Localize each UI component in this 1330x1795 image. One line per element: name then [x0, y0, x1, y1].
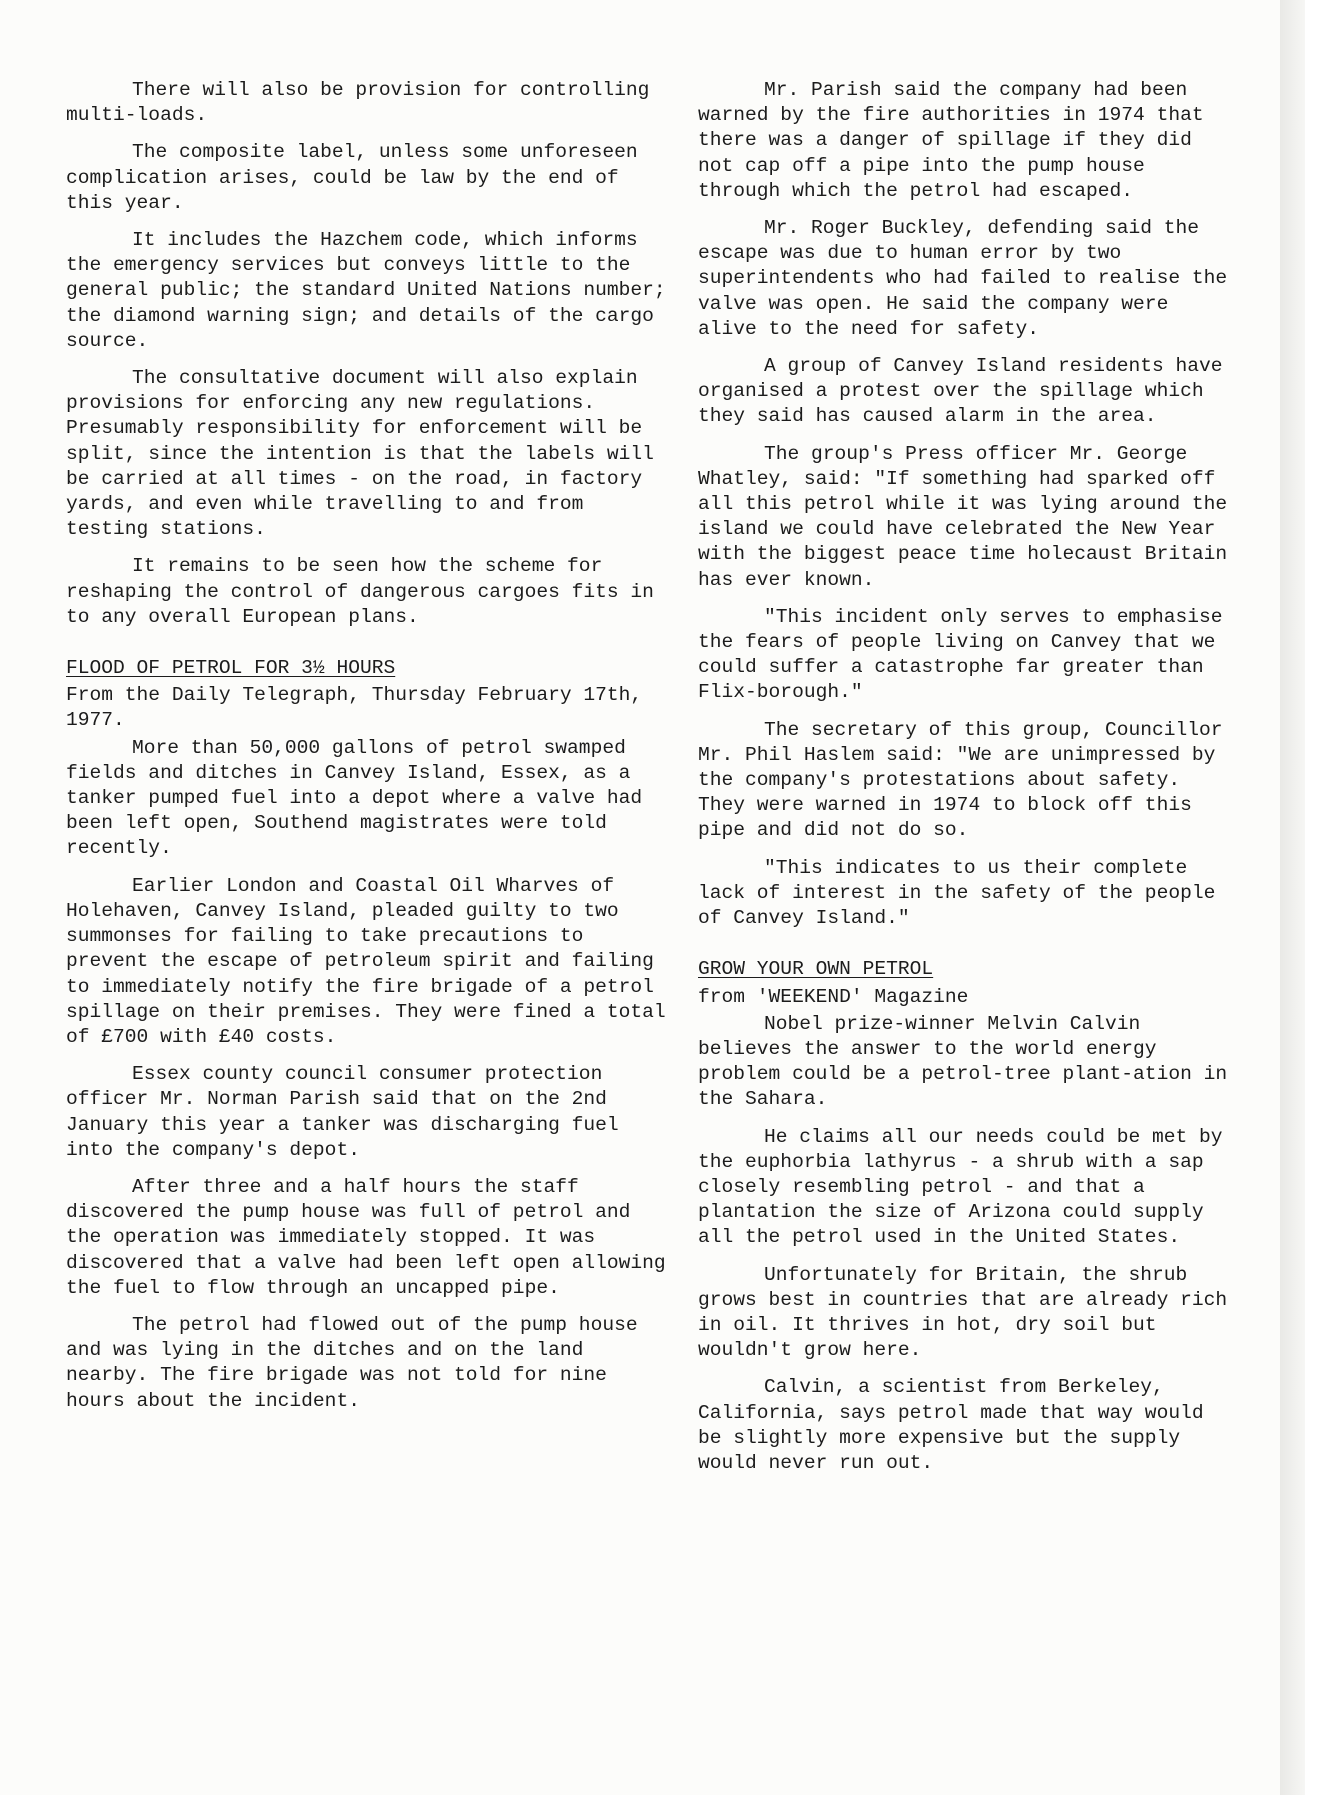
- paragraph: "This incident only serves to emphasise the fears of people living on Canvey that we could suffer a catastrophe far greater than Flix-borough.": [698, 605, 1223, 704]
- grow-article-source: from 'WEEKEND' Magazine: [698, 985, 969, 1008]
- paragraph: After three and a half hours the staff discovered the pump house was full of petrol and the operation was immediately stopped. It was discovered that a valve had been left open allowing the fuel to flow through an uncapped pipe.: [66, 1175, 666, 1299]
- paragraph: More than 50,000 gallons of petrol swamped fields and ditches in Canvey Island, Essex, as a tanker pumped fuel into a depot where a valve had been left open, Southend magistrates were told recently.: [66, 736, 643, 860]
- left-column: [66, 78, 666, 1426]
- paragraph: There will also be provision for controlling multi-loads.: [66, 79, 650, 127]
- paragraph: The group's Press officer Mr. George Whatley, said: "If something had sparked off all this petrol while it was lying around the island we could have celebrated the New Year with the biggest peace time holecaust Britain has ever known.: [698, 442, 1228, 591]
- right-column: [698, 78, 1238, 1488]
- paragraph: The consultative document will also explain provisions for enforcing any new regulations. Presumably responsibility for enforcement will be split, since the intention is that the labels will be carried at all times - on the road, in factory yards, and even while travelling to and from testing stations.: [66, 367, 654, 541]
- paragraph: Essex county council consumer protection officer Mr. Norman Parish said that on the 2nd January this year a tanker was discharging fuel into the company's depot.: [66, 1063, 619, 1161]
- paragraph: Earlier London and Coastal Oil Wharves of Holehaven, Canvey Island, pleaded guilty to two summonses for failing to take precautions to prevent the escape of petroleum spirit and failing to immediately notify the fire brigade of a petrol spillage on their premises. They were fined a total of £700 with £40 costs.: [66, 874, 666, 1048]
- paragraph: He claims all our needs could be met by the euphorbia lathyrus - a shrub with a sap closely resembling petrol - and that a plantation the size of Arizona could supply all the petrol used in the United States.: [698, 1125, 1223, 1249]
- paragraph: A group of Canvey Island residents have organised a protest over the spillage which they said has caused alarm in the area.: [698, 355, 1223, 428]
- paragraph: The composite label, unless some unforeseen complication arises, could be law by the end of this year.: [66, 141, 638, 214]
- paragraph: The petrol had flowed out of the pump house and was lying in the ditches and on the land nearby. The fire brigade was not told for nine hours about the incident.: [66, 1313, 638, 1412]
- paragraph: Mr. Parish said the company had been warned by the fire authorities in 1974 that there was a danger of spillage if they did not cap off a pipe into the pump house through which the petrol had escaped.: [698, 79, 1204, 202]
- paragraph: Mr. Roger Buckley, defending said the escape was due to human error by two superintendents who had failed to realise the valve was open. He said the company were alive to the need for safety.: [698, 217, 1228, 340]
- flood-article-source: From the Daily Telegraph, Thursday February 17th, 1977.: [66, 684, 643, 732]
- flood-article-heading: FLOOD OF PETROL FOR 3½ HOURS: [66, 657, 396, 680]
- paragraph: Nobel prize-winner Melvin Calvin believes the answer to the world energy problem could be a petrol-tree plant-ation in the Sahara.: [698, 1012, 1228, 1111]
- page-edge: [1280, 0, 1305, 1795]
- grow-article-heading: GROW YOUR OWN PETROL: [698, 958, 934, 981]
- paragraph: The secretary of this group, Councillor Mr. Phil Haslem said: "We are unimpressed by the company's protestations about safety. They were warned in 1974 to block off this pipe and did not do so.: [698, 718, 1223, 842]
- paragraph: Unfortunately for Britain, the shrub grows best in countries that are already rich in oil. It thrives in hot, dry soil but wouldn't grow here.: [698, 1263, 1228, 1362]
- paragraph: Calvin, a scientist from Berkeley, California, says petrol made that way would be slightly more expensive but the supply would never run out.: [698, 1376, 1204, 1474]
- paragraph: "This indicates to us their complete lack of interest in the safety of the people of Canvey Island.": [698, 856, 1216, 930]
- paragraph: It remains to be seen how the scheme for reshaping the control of dangerous cargoes fits in to any overall European plans.: [66, 555, 654, 628]
- paragraph: It includes the Hazchem code, which informs the emergency services but conveys little to the general public; the standard United Nations number; the diamond warning sign; and details of the cargo source.: [66, 229, 666, 352]
